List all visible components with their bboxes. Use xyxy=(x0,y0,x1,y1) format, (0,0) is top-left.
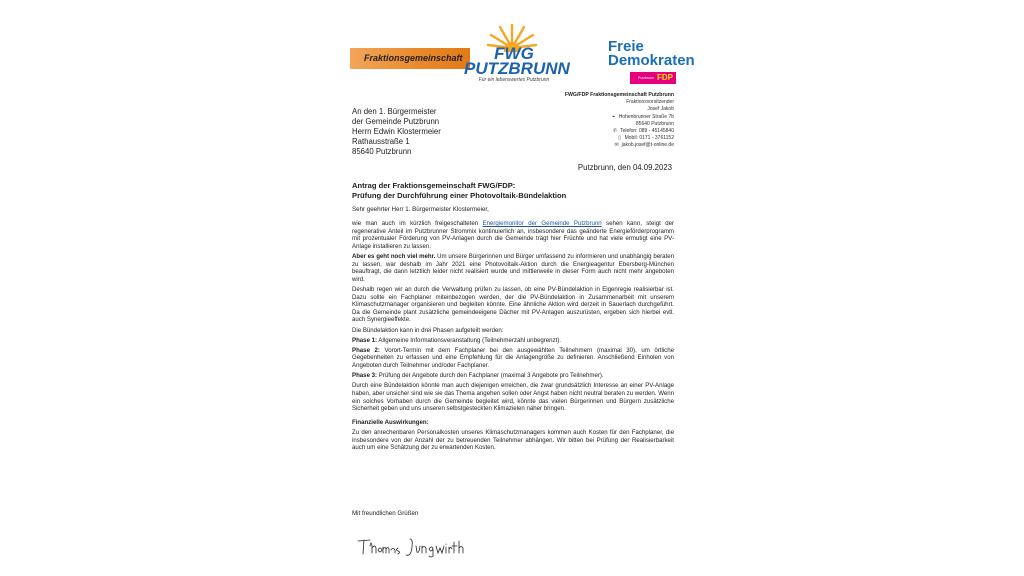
mobile-icon: ▯ xyxy=(618,135,621,142)
phase-1 xyxy=(352,337,674,345)
paragraph-benefits: Durch eine Bündelaktion könnte man auch diejenigen erreichen, die zwar grundsätzlich Interesse an einer PV-Anlage haben, aber unsicher sind wie sie das Thema angehen sollen oder Angst haben nicht neutral beraten zu werden. Wenn ein solches Vorhaben durch die Gemeinde begleitet wird, könnte das vielen Bürgerinnen und Bürgern zusätzliche Sicherheit geben und uns unseren selbstgesteckten Klimazielen näher bringen. xyxy=(352,382,674,413)
fwg-line2: PUTZBRUNN xyxy=(464,59,570,78)
fdp-badge-label: FDP xyxy=(657,73,673,83)
letter-body xyxy=(352,220,674,454)
phase-3 xyxy=(352,372,674,380)
phase-label: Phase 1: xyxy=(352,336,378,344)
paragraph-text: wie man auch im kürzlich freigeschalteten xyxy=(352,220,483,227)
recipient-line: An den 1. Bürgermeister xyxy=(352,107,437,116)
fwg-line1: FWG xyxy=(494,44,534,63)
phone-icon: ✆ xyxy=(612,128,618,135)
energiemonitor-link[interactable]: Energiemonitor der Gemeinde Putzbrunn xyxy=(482,220,602,227)
sender-name: Josef Jakob xyxy=(647,106,674,113)
signature xyxy=(352,534,482,558)
sender-role: Fraktionsvorsitzender xyxy=(626,99,674,106)
fdp-logo xyxy=(608,38,695,86)
recipient-line: der Gemeinde Putzbrunn xyxy=(352,117,440,126)
sender-city: 85640 Putzbrunn xyxy=(635,120,674,127)
financial-heading: Finanzielle Auswirkungen: xyxy=(352,418,429,426)
closing: Mit freundlichen Grüßen xyxy=(352,510,419,517)
phase-label: Phase 2: xyxy=(352,346,380,354)
fwg-logo xyxy=(464,22,570,83)
sender-mobile: Mobil: 0171 - 3761152 xyxy=(624,135,674,142)
letter-subject xyxy=(352,181,674,201)
paragraph-more xyxy=(352,253,674,283)
recipient-line: 85640 Putzbrunn xyxy=(352,147,412,156)
recipient-line: Herrn Edwin Klostermeier xyxy=(352,127,441,136)
fwg-tagline: Für ein lebenswertes Putzbrunn xyxy=(478,77,550,83)
paragraph-text: sehen kann, steigt der regenerative Anteil im Putzbrunner Strommix kontinuierlich an, insbesondere das geänderte Energieförderprogramm mit prozentualer Förderung von PV-Anlagen durch die Gemeinde trägt hier Früchte und hat viele ermutigt eine PV-Anlage installieren zu lassen. xyxy=(352,220,675,250)
phase-2 xyxy=(352,347,674,370)
location-icon: ⌖ xyxy=(612,113,616,120)
salutation: Sehr geehrter Herr 1. Bürgermeister Klostermeier, xyxy=(352,206,489,213)
sender-org: FWG/FDP Fraktionsgemeinschaft Putzbrunn xyxy=(564,92,674,98)
subject-line1: Antrag der Fraktionsgemeinschaft FWG/FDP: xyxy=(352,181,516,190)
sender-street-row xyxy=(524,114,674,121)
recipient-address xyxy=(352,107,441,157)
fdp-line1: Freie xyxy=(608,38,644,55)
fwg-title xyxy=(464,44,570,78)
fdp-badge-small: Putzbrunn xyxy=(638,76,654,80)
paragraph-proposal: Deshalb regen wir an durch die Verwaltung prüfen zu lassen, ob eine PV-Bündelaktion in Eigenregie realisierbar ist. Dazu sollte ein Fachplaner miteinbezogen werden, der die PV-Bündelaktion in Zusammenarbeit mit unserem Klimaschutzmanager organisieren und begleiten könnte. Eine ähnliche Aktion wird derzeit in Sauerlach durchgeführt. Da die Gemeinde plant zusätzliche gemeindeeigene Dächer mit PV-Anlagen auszurüsten, ergeben sich hierbei evtl. auch Synergieeffekte. xyxy=(352,285,674,324)
sender-street: Hohenbrunner Straße 7b xyxy=(618,113,674,120)
phase-text: Vorort-Termin mit dem Fachplaner bei den ausgewählten Teilnehmern (maximal 30), um örtliche Gegebenheiten zu erfassen und eine Empfehlung für die Anlagengröße zu definieren. Anschließend Einholen von Angeboten durch Teilnehmer und/oder Fachplaner. xyxy=(352,346,674,370)
phase-label: Phase 3: xyxy=(352,372,378,380)
mail-icon: ✉ xyxy=(614,142,619,149)
subject-line2: Prüfung der Durchführung einer Photovoltaik-Bündelaktion xyxy=(352,191,567,200)
sender-block xyxy=(524,92,674,150)
recipient-line: Rathausstraße 1 xyxy=(352,137,410,146)
phase-text: Allgemeine Informationsveranstaltung (Teilnehmerzahl unbegrenzt). xyxy=(377,336,562,344)
sender-phone: Telefon: 089 - 45145840 xyxy=(620,128,674,135)
letter-date: Putzbrunn, den 04.09.2023 xyxy=(577,163,672,172)
sender-phone-row xyxy=(524,128,674,135)
sender-email: jakob.josef@t-online.de xyxy=(621,142,674,149)
paragraph-bold-lead: Aber es geht noch viel mehr. xyxy=(352,252,436,260)
fdp-line2: Demokraten xyxy=(608,52,695,69)
financial-text: Zu den anrechenbaren Personalkosten unseres Klimaschutzmanagers kommen auch Kosten für den Fachplaner, die insbesondere von der Anzahl der zu betreuenden Teilnehmer abhängen. Wir bitten bei Prüfung der Realisierbarkeit auch um eine Schätzung der zu erwartenden Kosten. xyxy=(352,429,674,452)
fdp-badge xyxy=(630,72,676,84)
paragraph-phases-intro: Die Bündelaktion kann in drei Phasen aufgeteilt werden: xyxy=(352,326,504,334)
phase-text: Prüfung der Angebote durch den Fachplaner (maximal 3 Angebote pro Teilnehmer). xyxy=(377,372,604,380)
paragraph-text: Um unsere Bürgerinnen und Bürger umfassend zu informieren und unabhängig beraten zu lassen, war deshalb im Jahr 2021 eine Photovoltaik-Aktion durch die Energieagentur Ebersberg-München beauftragt, die dann letztlich leider nicht realisiert wurde und mittlerweile in dieser Form auch nicht mehr angeboten wird. xyxy=(352,252,675,283)
sender-mobile-row xyxy=(524,135,674,142)
letter-page xyxy=(346,0,695,576)
sender-email-row xyxy=(524,142,674,149)
fraktionsgemeinschaft-banner: Fraktionsgemeinschaft xyxy=(350,48,470,69)
paragraph-intro xyxy=(352,220,674,250)
